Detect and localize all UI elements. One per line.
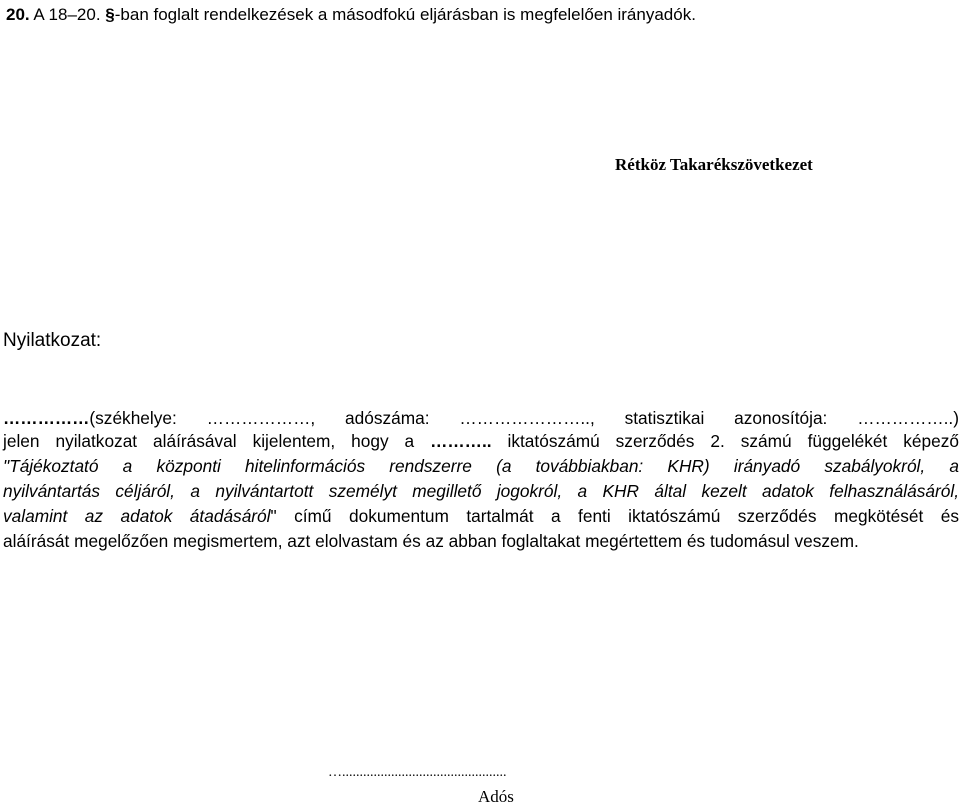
document-title-end: valamint az adatok átadásáról [3, 506, 271, 526]
reference-number-placeholder-dots: ……….. [430, 431, 492, 451]
closing-provision-heading [6, 6, 696, 23]
statistical-id-placeholder-dots: …………….. [857, 408, 954, 428]
organization-name: Rétköz Takarékszövetkezet [615, 155, 813, 174]
declaration-title: Nyilatkozat: [3, 330, 102, 351]
declaration-intro-text: jelen nyilatkozat aláírásával kijelentem, hogy a [3, 431, 431, 451]
declaration-line-4: nyilvántartás céljáról, a nyilvántartott személyt megillető jogokról, a KHR által kezelt adatok felhasználásáról, [3, 481, 959, 501]
provision-number: 20. [6, 5, 30, 24]
section-sign: § [105, 5, 115, 24]
statistical-id-label: , statisztikai azonosítója: [589, 408, 858, 428]
closing-parenthesis: ) [953, 408, 959, 428]
declaration-line-6: aláírását megelőzően megismertem, azt elolvastam és az abban foglaltakat megértettem és tudomásul veszem. [3, 531, 859, 551]
tax-number-label: , adószáma: [310, 408, 460, 428]
name-placeholder-dots: …………… [3, 408, 90, 428]
seat-label: (székhelye: [89, 408, 207, 428]
declaration-line-1 [3, 410, 959, 427]
provision-text-start: A 18–20. [29, 5, 106, 24]
declaration-line-2 [3, 433, 959, 450]
tax-number-placeholder-dots: ………………….. [459, 408, 590, 428]
signature-line: …............................................... [328, 765, 507, 780]
seat-placeholder-dots: ……………… [206, 408, 311, 428]
contract-appendix-text: iktatószámú szerződés 2. számú függelékét képező [491, 431, 959, 451]
provision-text-end: -ban foglalt rendelkezések a másodfokú eljárásban is megfelelően irányadók. [114, 5, 696, 24]
declaration-line-3: "Tájékoztató a központi hitelinformációs rendszerre (a továbbiakban: KHR) irányadó szabályokról, a [3, 456, 959, 476]
declaration-line-5 [3, 508, 959, 525]
signature-label: Adós [478, 787, 514, 806]
declaration-line-5-rest: " című dokumentum tartalmát a fenti iktatószámú szerződés megkötését és [270, 506, 960, 526]
